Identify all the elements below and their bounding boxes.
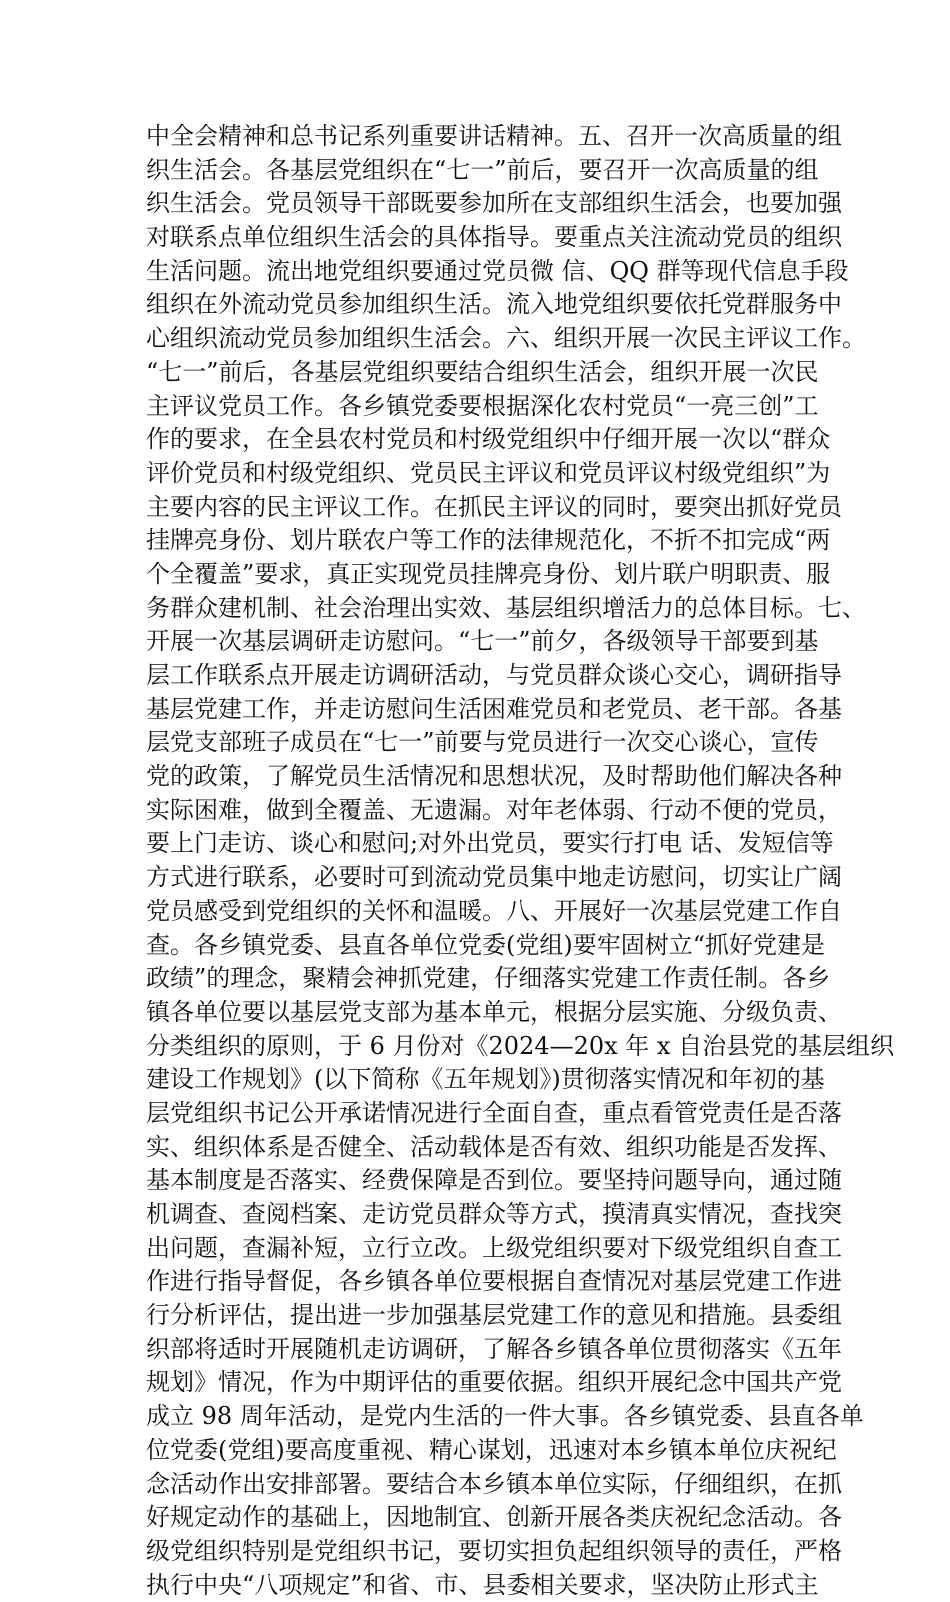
body-text: [146, 120, 895, 1602]
text-line: 组织在外流动党员参加组织生活。流入地党组织要依托党群服务中: [146, 290, 842, 319]
text-line: 基层党建工作，并走访慰问生活困难党员和老党员、老干部。各基: [146, 694, 842, 723]
text-line: 层工作联系点开展走访调研活动，与党员群众谈心交心，调研指导: [146, 661, 842, 689]
text-line: 规划》情况，作为中期评估的重要依据。组织开展纪念中国共产党: [146, 1368, 842, 1397]
text-line: 生活问题。流出地党组织要通过党员微 信、QQ 群等现代信息手段: [146, 256, 849, 285]
text-line: 主评议党员工作。各乡镇党委要根据深化农村党员“一亮三创”工: [146, 391, 819, 420]
text-line: 行分析评估，提出进一步加强基层党建工作的意见和措施。县委组: [146, 1301, 842, 1330]
text-line: 中全会精神和总书记系列重要讲话精神。五、召开一次高质量的组: [146, 122, 842, 150]
text-line: 层党组织书记公开承诺情况进行全面自查，重点看管党责任是否落: [146, 1098, 842, 1127]
text-line: 出问题，查漏补短，立行立改。上级党组织要对下级党组织自查工: [146, 1233, 842, 1262]
text-line: 个全覆盖”要求，真正实现党员挂牌亮身份、划片联户明职责、服: [146, 559, 831, 588]
text-line: 对联系点单位组织生活会的具体指导。要重点关注流动党员的组织: [146, 223, 842, 252]
text-line: 建设工作规划》(以下简称《五年规划》)贯彻落实情况和年初的基: [146, 1065, 825, 1094]
text-line: 执行中央“八项规定”和省、市、县委相关要求，坚决防止形式主: [146, 1570, 819, 1599]
text-line: 实、组织体系是否健全、活动载体是否有效、组织功能是否发挥、: [146, 1132, 842, 1161]
text-line: 层党支部班子成员在“七一”前要与党员进行一次交心谈心，宣传: [146, 728, 819, 757]
text-line: 织生活会。各基层党组织在“七一”前后，要召开一次高质量的组: [146, 155, 819, 184]
text-line: 挂牌亮身份、划片联农户等工作的法律规范化，不折不扣完成“两: [146, 526, 831, 555]
text-line: 党的政策，了解党员生活情况和思想状况，及时帮助他们解决各种: [146, 762, 842, 791]
text-line: 成立 98 周年活动，是党内生活的一件大事。各乡镇党委、县直各单: [146, 1402, 864, 1431]
text-line: 作的要求，在全县农村党员和村级党组织中仔细开展一次以“群众: [146, 425, 831, 454]
text-line: 查。各乡镇党委、县直各单位党委(党组)要牢固树立“抓好党建是: [146, 930, 825, 959]
text-line: 作进行指导督促，各乡镇各单位要根据自查情况对基层党建工作进: [146, 1267, 842, 1296]
text-line: 位党委(党组)要高度重视、精心谋划，迅速对本乡镇本单位庆祝纪: [146, 1435, 837, 1464]
text-line: 党员感受到党组织的关怀和温暖。八、开展好一次基层党建工作自: [146, 896, 842, 925]
text-line: 政绩”的理念，聚精会神抓党建，仔细落实党建工作责任制。各乡: [146, 964, 831, 993]
text-line: 分类组织的原则，于 6 月份对《2024—20x 年 x 自治县党的基层组织: [146, 1031, 895, 1060]
text-line: 基本制度是否落实、经费保障是否到位。要坚持问题导向，通过随: [146, 1166, 842, 1195]
text-line: 镇各单位要以基层党支部为基本单元，根据分层实施、分级负责、: [146, 997, 842, 1026]
text-line: 实际困难，做到全覆盖、无遗漏。对年老体弱、行动不便的党员，: [146, 795, 842, 824]
text-line: 织生活会。党员领导干部既要参加所在支部组织生活会，也要加强: [146, 189, 842, 218]
text-line: “七一”前后，各基层党组织要结合组织生活会，组织开展一次民: [146, 357, 819, 386]
text-line: 要上门走访、谈心和慰问;对外出党员，要实行打电 话、发短信等: [146, 829, 834, 858]
text-line: 机调查、查阅档案、走访党员群众等方式，摸清真实情况，查找突: [146, 1200, 842, 1228]
text-line: 开展一次基层调研走访慰问。“七一”前夕，各级领导干部要到基: [146, 627, 819, 656]
text-line: 主要内容的民主评议工作。在抓民主评议的同时，要突出抓好党员: [146, 492, 842, 521]
text-line: 评价党员和村级党组织、党员民主评议和党员评议村级党组织”为: [146, 458, 831, 487]
text-line: 织部将适时开展随机走访调研，了解各乡镇各单位贯彻落实《五年: [146, 1334, 842, 1363]
text-line: 务群众建机制、社会治理出实效、基层组织增活力的总体目标。七、: [146, 593, 866, 622]
text-line: 心组织流动党员参加组织生活会。六、组织开展一次民主评议工作。: [146, 324, 866, 353]
text-line: 级党组织特别是党组织书记，要切实担负起组织领导的责任，严格: [146, 1536, 842, 1565]
text-line: 好规定动作的基础上，因地制宜、创新开展各类庆祝纪念活动。各: [146, 1503, 842, 1532]
text-line: 念活动作出安排部署。要结合本乡镇本单位实际，仔细组织，在抓: [146, 1469, 842, 1498]
text-line: 方式进行联系，必要时可到流动党员集中地走访慰问，切实让广阔: [146, 863, 842, 892]
